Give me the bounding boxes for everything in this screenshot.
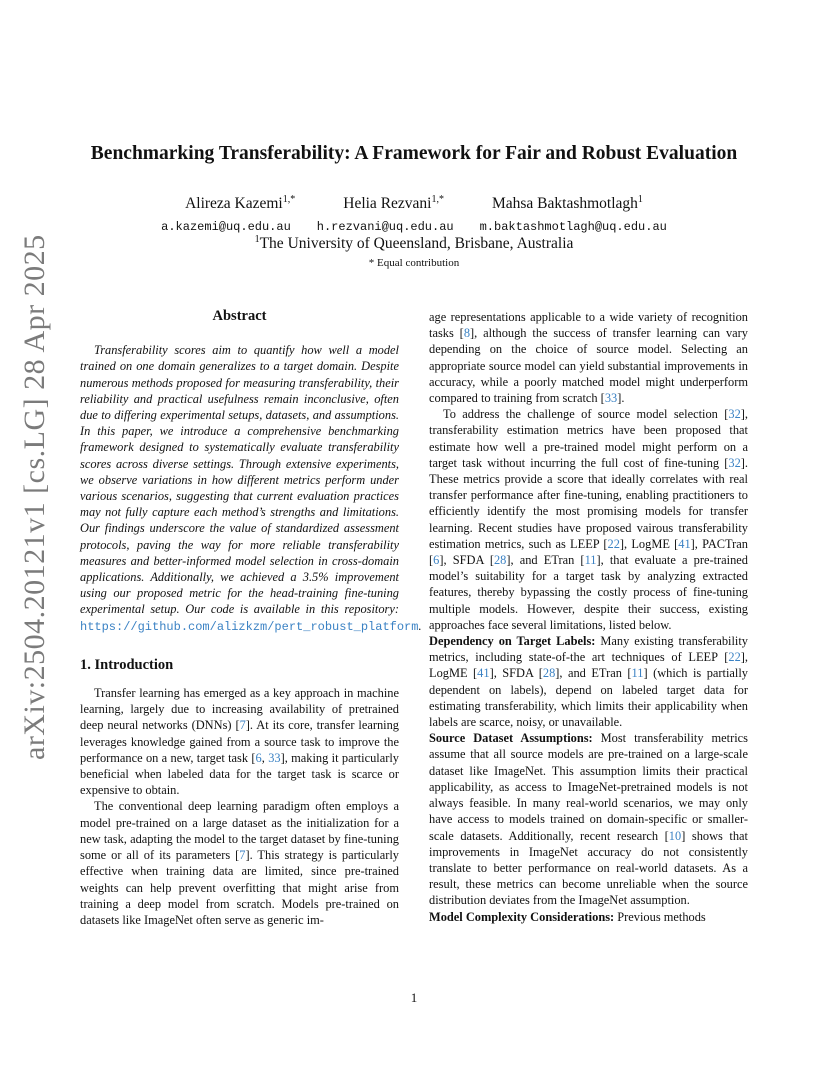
intro-paragraph-2: The conventional deep learning paradigm often employs a model pre-trained on a large dataset as the initialization for a new task, adapting the model to the target dataset by fine-tuning some or all of its parameters [7]. This strategy is particularly effective when training data are limited, since pre-trained weights can help prevent overfitting that might arise from training a deep model from scratch. Models pre-trained on datasets like ImageNet often serve as generic im- xyxy=(80,799,399,927)
citation[interactable]: 11 xyxy=(584,553,597,568)
intro-paragraph-3: To address the challenge of source model selection [32], transferability estimation metrics have been proposed that estimate how well a pre-trained model might perform on a target task without incurring the full cost of fine-tuning [32]. These metrics provide a score that ideally correlates with real transfer performance after fine-tuning, enabling practitioners to efficiently identify the most promising models for transfer learning. Recent studies have proposed vairous transferability estimation metrics, such as LEEP [22], LogME [41], PACTran [6], SFDA [28], and ETran [11], that evaluate a pre-trained model’s suitability for a target task by analyzing extracted features, thereby bypassing the costly process of fine-tuning multiple models. However, despite their success, existing approaches face several limitations, listed below. xyxy=(429,407,748,632)
email-1[interactable]: a.kazemi@uq.edu.au xyxy=(161,220,291,234)
citation[interactable]: 6 xyxy=(255,750,262,765)
author-1: Alireza Kazemi$^{1,*}$ xyxy=(185,194,296,213)
author-2: Helia Rezvani$^{1,*}$ xyxy=(343,194,444,213)
intro-paragraph-1: Transfer learning has emerged as a key approach in machine learning, largely due to increasing availability of pretrained deep neural networks (DNNs) [7]. At its core, transfer learning leverages knowledge gained from a source task to improve the performance on a new, target task [6, 33], making it particularly beneficial when labeled data for the target task is scarce or expensive to obtain. xyxy=(80,686,399,798)
citation[interactable]: 22 xyxy=(728,650,741,665)
left-column xyxy=(80,308,422,928)
email-2[interactable]: h.rezvani@uq.edu.au xyxy=(316,220,454,234)
abstract-text: Transferability scores aim to quantify how well a model trained on one domain generalizes to a target domain. Despite numerous methods proposed for measuring transferability, their reliability and practical usefulness remain inconclusive, often due to differing experimental setups, datasets, and assumptions. In this paper, we introduce a comprehensive benchmarking framework designed to systematically evaluate transferability scores across diverse settings. Through extensive experiments, we observe variations in how different metrics perform under various scenarios, suggesting that current evaluation practices may not fully capture each method’s strengths and limitations. Our findings underscore the value of standardized assessment protocols, paving the way for more reliable transferability measures and better-informed model selection in cross-domain applications. Additionally, we achieved a 3.5% improvement using our proposed metric for the head-training fine-tuning experimental setup. Our code is available in this repository: https://github.com/alizkzm/pert_robust_platform. xyxy=(80,343,422,634)
citation[interactable]: 32 xyxy=(728,407,741,422)
limitation-model-complexity: Model Complexity Considerations: Previous methods xyxy=(429,909,706,924)
email-3[interactable]: m.baktashmotlagh@uq.edu.au xyxy=(479,220,667,234)
intro-paragraph-continued: age representations applicable to a wide variety of recognition tasks [8], although the success of transfer learning can vary depending on the choice of source model. Selecting an appropriate source model can yield substantial improvements in accuracy, while a poorly matched model might underperform compared to training from scratch [33]. xyxy=(429,310,748,406)
author-emails xyxy=(60,220,768,234)
citation[interactable]: 8 xyxy=(463,326,471,341)
author-list xyxy=(60,194,768,213)
equal-contribution-note: * Equal contribution xyxy=(368,257,460,269)
citation[interactable]: 6 xyxy=(433,553,440,568)
affiliation: $^1$The University of Queensland, Brisbane, Australia xyxy=(254,234,574,253)
repository-link[interactable]: https://github.com/alizkzm/pert_robust_platform xyxy=(80,619,419,634)
citation[interactable]: 7 xyxy=(239,848,246,863)
citation[interactable]: 28 xyxy=(542,666,556,681)
section-heading-introduction: 1. Introduction xyxy=(80,656,174,673)
citation[interactable]: 10 xyxy=(668,828,682,843)
citation[interactable]: 22 xyxy=(607,536,620,551)
citation[interactable]: 41 xyxy=(477,666,490,681)
citation[interactable]: 33 xyxy=(604,391,618,406)
limitation-source-dataset: Source Dataset Assumptions: Most transferability metrics assume that all source models are pre-trained on a large-scale dataset like ImageNet. This assumption limits their practical applicability, as access to ImageNet-pretrained models is not always feasible. In many real-world scenarios, we may only have access to models trained on domain-specific or smaller-scale datasets. Additionally, recent research [10] shows that improvements in ImageNet accuracy do not consistently translate to better performance on real-world datasets. As a result, these metrics can become unreliable when the source distribution deviates from the ImageNet assumption. xyxy=(429,731,748,908)
citation[interactable]: 7 xyxy=(239,718,246,733)
citation[interactable]: 41 xyxy=(678,536,691,551)
right-column xyxy=(429,309,748,925)
citation[interactable]: 28 xyxy=(493,553,507,568)
paper-title: Benchmarking Transferability: A Framework for Fair and Robust Evaluation xyxy=(90,143,738,164)
author-3: Mahsa Baktashmotlagh$^1$ xyxy=(491,194,643,213)
page-number: 1 xyxy=(410,990,418,1005)
abstract-heading: Abstract xyxy=(212,308,267,324)
citation[interactable]: 33 xyxy=(268,750,281,765)
citation[interactable]: 11 xyxy=(631,666,644,681)
citation[interactable]: 32 xyxy=(728,455,741,470)
limitation-target-labels: Dependency on Target Labels: Many existing transferability metrics, including state-of-the art techniques of LEEP [22], LogME [41], SFDA [28], and ETran [11] (which is partially dependent on labels), depend on labeled target data for estimating transferability, which limits their applicability when labels are scarce, noisy, or unavailable. xyxy=(429,634,748,730)
arxiv-identifier-stamp: arXiv:2504.20121v1 [cs.LG] 28 Apr 2025 xyxy=(18,234,51,760)
